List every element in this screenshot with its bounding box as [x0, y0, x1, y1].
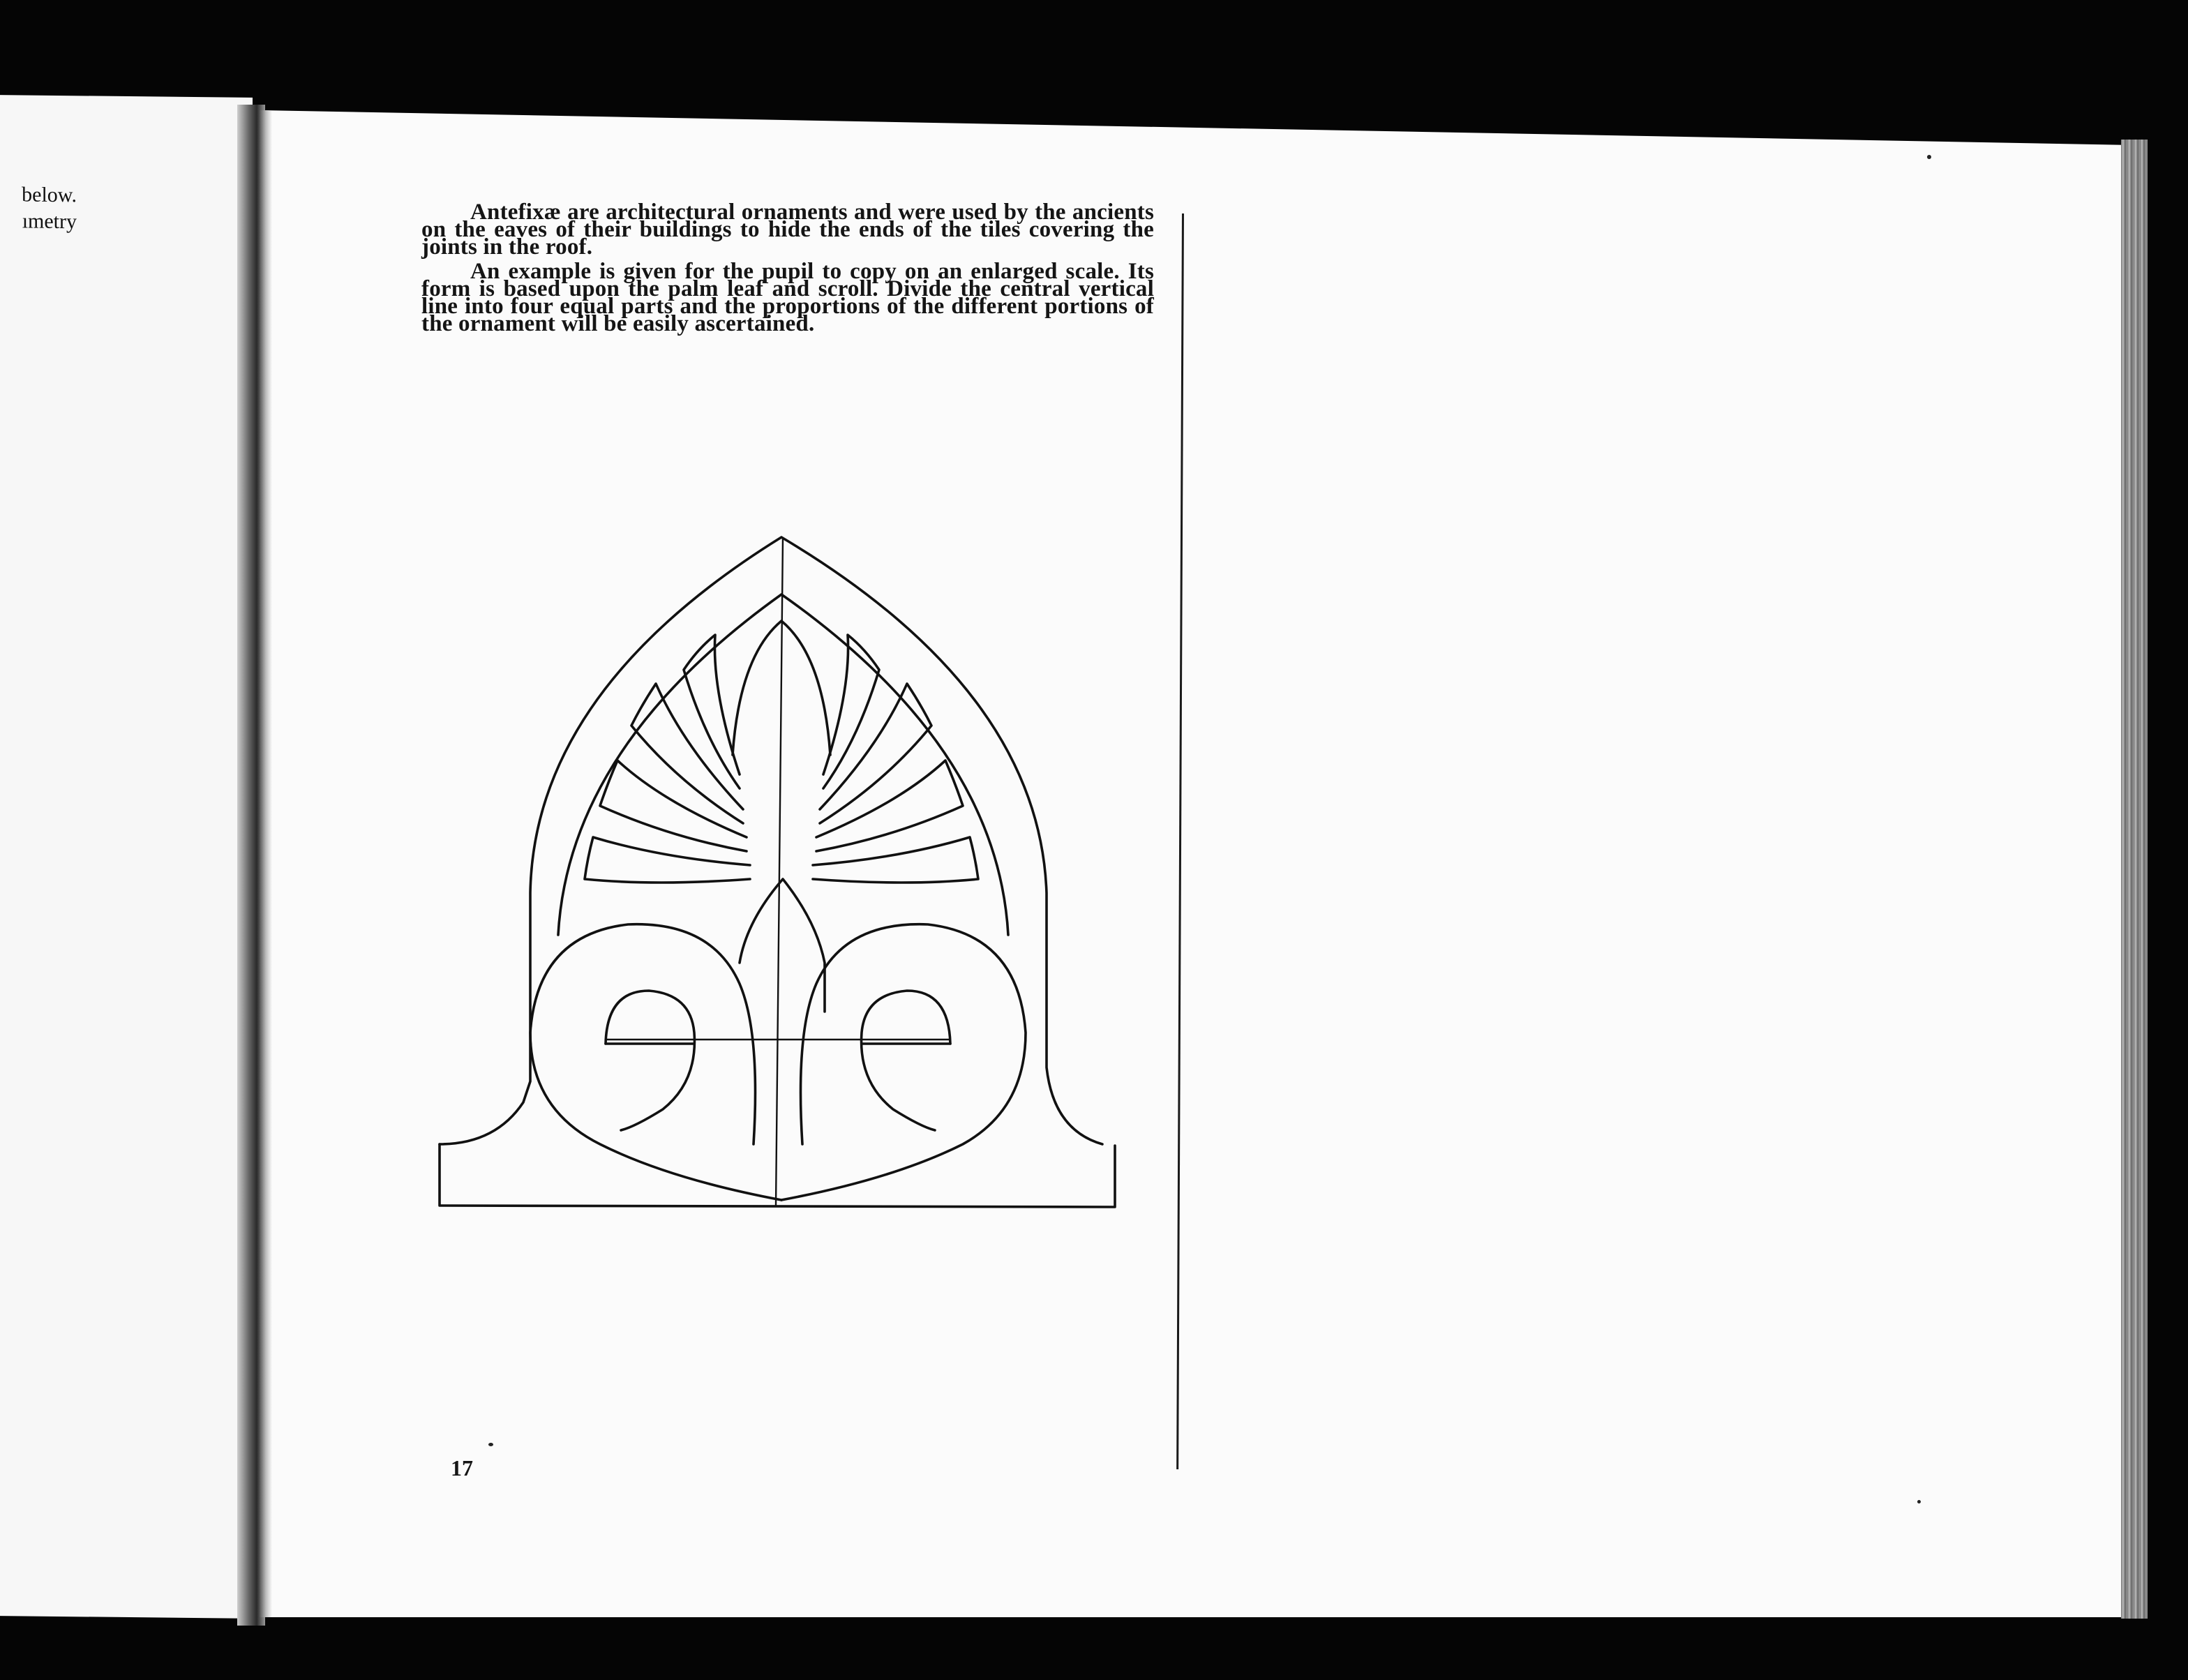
central-vertical-line [776, 539, 783, 1206]
antefix-palmette-scroll-icon [433, 530, 1123, 1221]
left-page-text-line-2: ımetry [22, 209, 77, 234]
palmette-leaf-left-1 [684, 635, 740, 788]
page-edges [2121, 140, 2148, 1619]
palmette-leaf-left-2 [631, 684, 743, 823]
outer-arch [440, 537, 1102, 1144]
palmette-leaf-right-4 [813, 837, 978, 883]
palmette-leaf-right-2 [820, 684, 931, 823]
body-text [421, 200, 1154, 340]
right-scroll-inner [862, 991, 950, 1130]
base-plinth [440, 1144, 1115, 1207]
left-page [0, 95, 253, 1619]
left-scroll [530, 924, 781, 1200]
dust-speck [488, 1443, 493, 1446]
dust-speck [1917, 1500, 1921, 1503]
page-binding-shadow [260, 110, 272, 1617]
page-number: 17 [451, 1455, 473, 1480]
paragraph-1: Antefixæ are architectural ornaments and were used by the ancients on the eaves of their buildings to hide the ends of the tiles covering the joints in the roof. [421, 200, 1154, 260]
palmette-leaf-left-3 [600, 760, 747, 851]
palmette-leaf-right-3 [816, 760, 963, 851]
dust-speck [1927, 155, 1931, 159]
antefix-figure [433, 530, 1123, 1221]
paragraph-2: An example is given for the pupil to copy on an enlarged scale. Its form is based upon the palm leaf and scroll. Divide the central vertical line into four equal parts and the proportions of the different portions of the ornament will be easily ascertained. [421, 259, 1154, 336]
palmette-leaf-left-4 [585, 837, 750, 883]
left-page-text-line-1: below. [22, 183, 77, 207]
palmette-leaf-right-1 [823, 635, 879, 788]
left-scroll-inner [606, 991, 694, 1130]
right-scroll [781, 924, 1026, 1200]
